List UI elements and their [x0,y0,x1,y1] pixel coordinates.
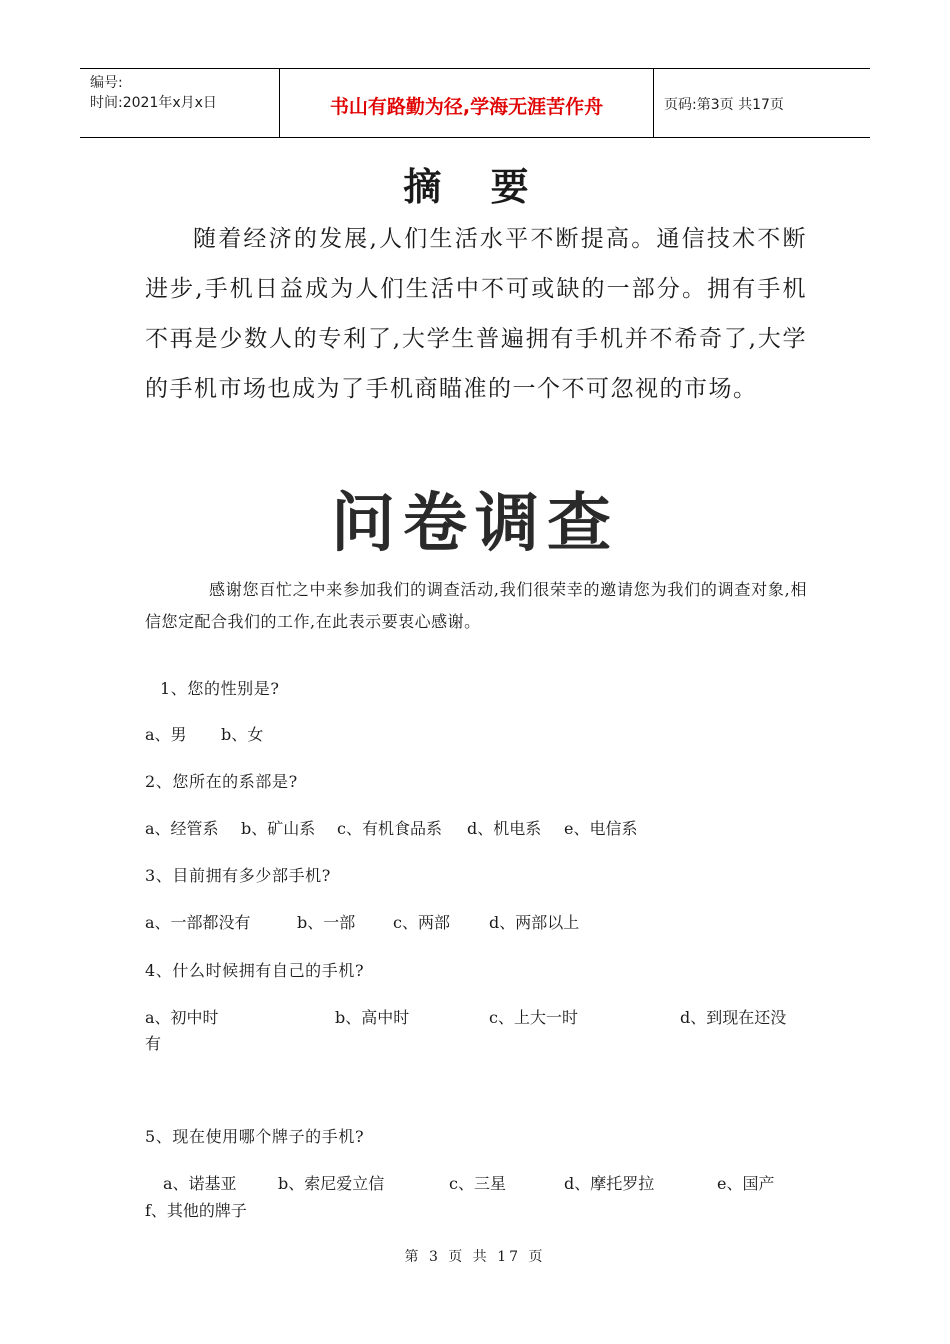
option-q1-b: b、女 [221,725,264,744]
question-2: 2、您所在的系部是? [145,772,298,791]
option-q5-d: d、摩托罗拉 [564,1174,655,1193]
header-meta [80,69,280,137]
option-q4-c: c、上大一时 [489,1008,578,1027]
option-q2-d: d、机电系 [467,819,542,838]
survey-title: 问卷调查 [331,487,619,561]
question-5: 5、现在使用哪个牌子的手机? [145,1127,365,1146]
header-time-label: 时间:2021年x月x日 [90,95,217,111]
question-1: 1、您的性别是? [160,679,280,698]
option-q3-c: c、两部 [393,913,450,932]
option-q4-d: d、到现在还没 [680,1008,787,1027]
option-q5-f: f、其他的牌子 [145,1201,247,1220]
option-q2-c: c、有机食品系 [337,819,442,838]
option-q2-e: e、电信系 [564,819,638,838]
option-q3-a: a、一部都没有 [145,913,251,932]
header-motto: 书山有路勤为径,学海无涯苦作舟 [280,69,654,137]
option-q5-a: a、诺基亚 [163,1174,237,1193]
option-q5-b: b、索尼爱立信 [278,1174,385,1193]
option-q2-a: a、经管系 [145,819,219,838]
question-3: 3、目前拥有多少部手机? [145,866,331,885]
question-4: 4、什么时候拥有自己的手机? [145,961,365,980]
option-q1-a: a、男 [145,725,187,744]
option-q5-c: c、三星 [449,1174,506,1193]
survey-intro: 感谢您百忙之中来参加我们的调查活动,我们很荣幸的邀请您为我们的调查对象,相信您定配合我们的工作,在此表示要衷心感谢。 [145,580,807,631]
option-q4-a: a、初中时 [145,1008,219,1027]
option-q3-b: b、一部 [297,913,356,932]
option-q2-b: b、矿山系 [241,819,316,838]
option-q3-d: d、两部以上 [489,913,580,932]
header-page-info: 页码:第3页 共17页 [664,97,784,113]
option-q4-b: b、高中时 [335,1008,410,1027]
page-footer: 第 3 页 共 17 页 [404,1249,546,1265]
abstract-title: 摘 要 [403,165,547,209]
header-id-label: 编号: [90,75,123,91]
option-q5-e: e、国产 [717,1174,775,1193]
option-q4-d-continued: 有 [145,1034,162,1053]
page-header [80,68,870,138]
abstract-text: 随着经济的发展,人们生活水平不断提高。通信技术不断进步,手机日益成为人们生活中不可或缺的一部分。拥有手机不再是少数人的专利了,大学生普遍拥有手机并不希奇了,大学的手机市场也成为了手机商瞄准的一个不可忽视的市场。 [145,226,807,402]
